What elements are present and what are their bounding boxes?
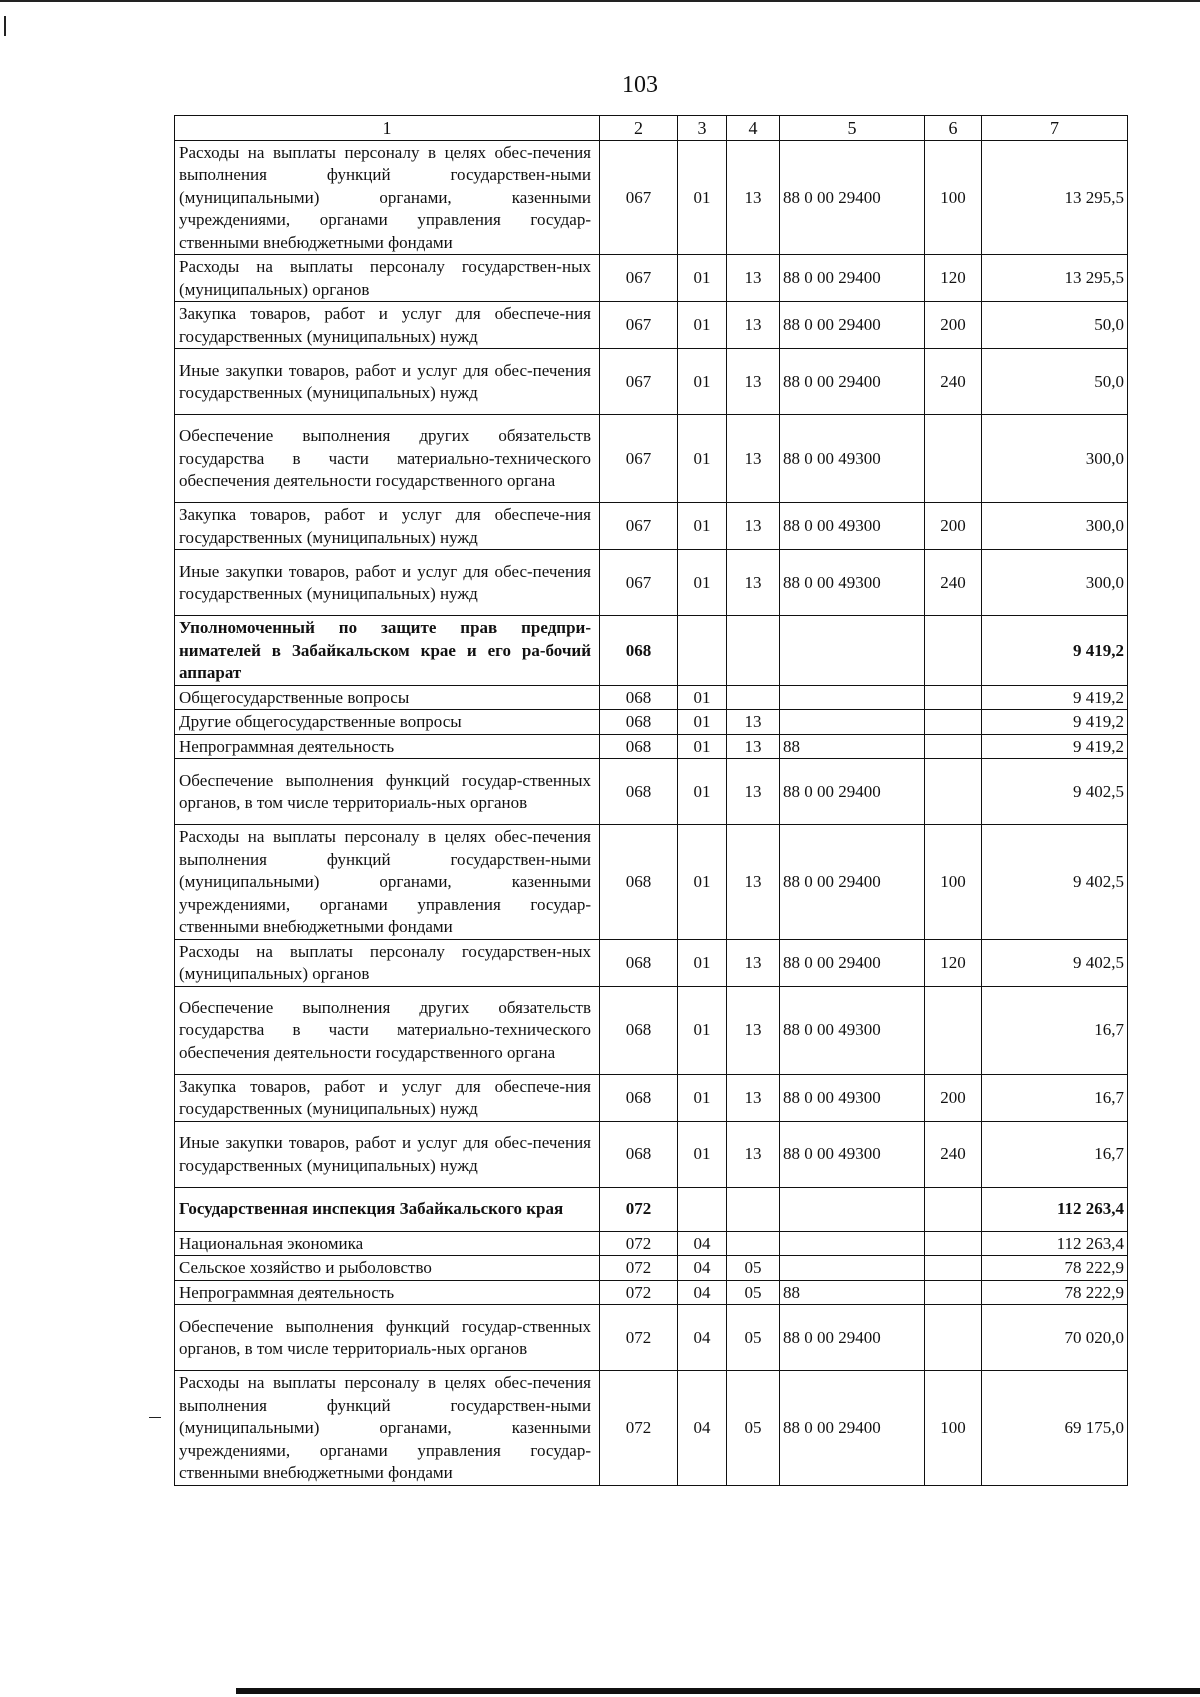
section-code-cell: 01 xyxy=(678,734,727,759)
target-article-cell: 88 0 00 29400 xyxy=(780,1371,925,1486)
row-name-cell: Непрограммная деятельность xyxy=(175,1280,600,1305)
expense-type-cell xyxy=(925,616,982,686)
subsection-code-cell: 13 xyxy=(727,415,780,503)
subsection-code-cell: 05 xyxy=(727,1280,780,1305)
ministry-code-cell: 068 xyxy=(600,616,678,686)
row-name-cell: Расходы на выплаты персоналу в целях обес-печения выполнения функций государствен-ными (муниципальными) органами, казенными учреждениями, органами управления государ-ственными внебюджетными фондами xyxy=(175,825,600,940)
target-article-cell: 88 0 00 29400 xyxy=(780,759,925,825)
section-code-cell: 01 xyxy=(678,939,727,986)
section-code-cell: 01 xyxy=(678,759,727,825)
header-cell: 4 xyxy=(727,116,780,141)
ministry-code-cell: 068 xyxy=(600,986,678,1074)
subsection-code-cell xyxy=(727,1187,780,1231)
ministry-code-cell: 072 xyxy=(600,1305,678,1371)
table-row xyxy=(175,825,1128,940)
expense-type-cell: 100 xyxy=(925,1371,982,1486)
ministry-code-cell: 068 xyxy=(600,710,678,735)
amount-cell: 9 402,5 xyxy=(982,825,1128,940)
scan-bottom-edge xyxy=(236,1688,1200,1694)
header-row xyxy=(175,116,1128,141)
table-row xyxy=(175,1280,1128,1305)
subsection-code-cell: 05 xyxy=(727,1256,780,1281)
ministry-code-cell: 068 xyxy=(600,759,678,825)
row-name-cell: Другие общегосударственные вопросы xyxy=(175,710,600,735)
subsection-code-cell: 13 xyxy=(727,710,780,735)
subsection-code-cell: 13 xyxy=(727,503,780,550)
section-code-cell: 01 xyxy=(678,302,727,349)
ministry-code-cell: 067 xyxy=(600,550,678,616)
table-row xyxy=(175,1074,1128,1121)
header-cell: 7 xyxy=(982,116,1128,141)
table-row xyxy=(175,255,1128,302)
expense-type-cell: 200 xyxy=(925,1074,982,1121)
row-name-cell: Обеспечение выполнения функций государ-ственных органов, в том числе территориаль-ных органов xyxy=(175,759,600,825)
target-article-cell: 88 0 00 49300 xyxy=(780,1074,925,1121)
header-cell: 6 xyxy=(925,116,982,141)
amount-cell: 13 295,5 xyxy=(982,140,1128,255)
row-name-cell: Обеспечение выполнения функций государ-ственных органов, в том числе территориаль-ных органов xyxy=(175,1305,600,1371)
row-name-cell: Иные закупки товаров, работ и услуг для обес-печения государственных (муниципальных) нужд xyxy=(175,349,600,415)
budget-table xyxy=(174,115,1128,1486)
amount-cell: 9 419,2 xyxy=(982,710,1128,735)
expense-type-cell: 100 xyxy=(925,825,982,940)
target-article-cell: 88 0 00 29400 xyxy=(780,140,925,255)
subsection-code-cell: 13 xyxy=(727,759,780,825)
expense-type-cell: 240 xyxy=(925,1121,982,1187)
header-cell: 3 xyxy=(678,116,727,141)
ministry-code-cell: 067 xyxy=(600,255,678,302)
ministry-code-cell: 072 xyxy=(600,1280,678,1305)
row-name-cell: Государственная инспекция Забайкальского края xyxy=(175,1187,600,1231)
scan-top-edge xyxy=(0,0,1200,2)
table-row xyxy=(175,939,1128,986)
amount-cell: 13 295,5 xyxy=(982,255,1128,302)
table-row xyxy=(175,1256,1128,1281)
section-code-cell xyxy=(678,616,727,686)
scan-side-mark xyxy=(149,1417,161,1418)
subsection-code-cell xyxy=(727,616,780,686)
target-article-cell: 88 0 00 29400 xyxy=(780,939,925,986)
row-name-cell: Расходы на выплаты персоналу в целях обес-печения выполнения функций государствен-ными (муниципальными) органами, казенными учреждениями, органами управления государ-ственными внебюджетными фондами xyxy=(175,140,600,255)
ministry-code-cell: 068 xyxy=(600,1121,678,1187)
subsection-code-cell: 13 xyxy=(727,1121,780,1187)
target-article-cell xyxy=(780,685,925,710)
ministry-code-cell: 067 xyxy=(600,503,678,550)
subsection-code-cell: 13 xyxy=(727,140,780,255)
amount-cell: 9 402,5 xyxy=(982,939,1128,986)
target-article-cell: 88 0 00 29400 xyxy=(780,825,925,940)
target-article-cell: 88 0 00 49300 xyxy=(780,1121,925,1187)
table-row xyxy=(175,685,1128,710)
target-article-cell xyxy=(780,1231,925,1256)
ministry-code-cell: 067 xyxy=(600,349,678,415)
amount-cell: 69 175,0 xyxy=(982,1371,1128,1486)
section-code-cell: 04 xyxy=(678,1305,727,1371)
header-cell: 5 xyxy=(780,116,925,141)
subsection-code-cell: 13 xyxy=(727,302,780,349)
amount-cell: 50,0 xyxy=(982,302,1128,349)
amount-cell: 9 419,2 xyxy=(982,734,1128,759)
section-code-cell: 04 xyxy=(678,1280,727,1305)
budget-table-body xyxy=(175,116,1128,1486)
table-row xyxy=(175,415,1128,503)
expense-type-cell xyxy=(925,685,982,710)
row-name-cell: Обеспечение выполнения других обязательств государства в части материально-технического обеспечения деятельности государственного органа xyxy=(175,415,600,503)
table-row xyxy=(175,349,1128,415)
section-code-cell: 01 xyxy=(678,415,727,503)
expense-type-cell xyxy=(925,759,982,825)
expense-type-cell xyxy=(925,415,982,503)
target-article-cell: 88 xyxy=(780,734,925,759)
table-row xyxy=(175,1305,1128,1371)
table-row-section-header xyxy=(175,616,1128,686)
amount-cell: 112 263,4 xyxy=(982,1187,1128,1231)
target-article-cell: 88 0 00 49300 xyxy=(780,415,925,503)
subsection-code-cell: 13 xyxy=(727,939,780,986)
table-row xyxy=(175,140,1128,255)
target-article-cell: 88 xyxy=(780,1280,925,1305)
row-name-cell: Сельское хозяйство и рыболовство xyxy=(175,1256,600,1281)
table-row xyxy=(175,759,1128,825)
subsection-code-cell: 05 xyxy=(727,1305,780,1371)
expense-type-cell: 100 xyxy=(925,140,982,255)
table-row xyxy=(175,503,1128,550)
ministry-code-cell: 068 xyxy=(600,1074,678,1121)
expense-type-cell: 200 xyxy=(925,302,982,349)
row-name-cell: Закупка товаров, работ и услуг для обеспече-ния государственных (муниципальных) нужд xyxy=(175,302,600,349)
row-name-cell: Расходы на выплаты персоналу государствен-ных (муниципальных) органов xyxy=(175,255,600,302)
table-row xyxy=(175,550,1128,616)
header-cell: 2 xyxy=(600,116,678,141)
expense-type-cell xyxy=(925,986,982,1074)
subsection-code-cell: 13 xyxy=(727,986,780,1074)
target-article-cell: 88 0 00 29400 xyxy=(780,302,925,349)
amount-cell: 9 402,5 xyxy=(982,759,1128,825)
subsection-code-cell: 13 xyxy=(727,550,780,616)
amount-cell: 16,7 xyxy=(982,1074,1128,1121)
ministry-code-cell: 068 xyxy=(600,734,678,759)
row-name-cell: Расходы на выплаты персоналу государствен-ных (муниципальных) органов xyxy=(175,939,600,986)
row-name-cell: Закупка товаров, работ и услуг для обеспече-ния государственных (муниципальных) нужд xyxy=(175,503,600,550)
section-code-cell: 01 xyxy=(678,685,727,710)
section-code-cell: 01 xyxy=(678,349,727,415)
subsection-code-cell: 13 xyxy=(727,734,780,759)
target-article-cell: 88 0 00 29400 xyxy=(780,349,925,415)
section-code-cell: 01 xyxy=(678,1074,727,1121)
ministry-code-cell: 067 xyxy=(600,302,678,349)
row-name-cell: Национальная экономика xyxy=(175,1231,600,1256)
target-article-cell: 88 0 00 29400 xyxy=(780,1305,925,1371)
ministry-code-cell: 068 xyxy=(600,685,678,710)
amount-cell: 9 419,2 xyxy=(982,616,1128,686)
table-row xyxy=(175,1371,1128,1486)
section-code-cell: 01 xyxy=(678,710,727,735)
table-row xyxy=(175,710,1128,735)
ministry-code-cell: 067 xyxy=(600,140,678,255)
row-name-cell: Непрограммная деятельность xyxy=(175,734,600,759)
ministry-code-cell: 072 xyxy=(600,1256,678,1281)
expense-type-cell: 240 xyxy=(925,550,982,616)
expense-type-cell xyxy=(925,734,982,759)
expense-type-cell: 240 xyxy=(925,349,982,415)
target-article-cell: 88 0 00 49300 xyxy=(780,550,925,616)
row-name-cell: Обеспечение выполнения других обязательств государства в части материально-технического обеспечения деятельности государственного органа xyxy=(175,986,600,1074)
ministry-code-cell: 072 xyxy=(600,1187,678,1231)
target-article-cell xyxy=(780,616,925,686)
ministry-code-cell: 067 xyxy=(600,415,678,503)
target-article-cell: 88 0 00 49300 xyxy=(780,503,925,550)
row-name-cell: Иные закупки товаров, работ и услуг для обес-печения государственных (муниципальных) нужд xyxy=(175,1121,600,1187)
expense-type-cell xyxy=(925,1231,982,1256)
target-article-cell xyxy=(780,1256,925,1281)
expense-type-cell xyxy=(925,1187,982,1231)
section-code-cell: 01 xyxy=(678,140,727,255)
subsection-code-cell: 13 xyxy=(727,349,780,415)
section-code-cell: 04 xyxy=(678,1371,727,1486)
amount-cell: 70 020,0 xyxy=(982,1305,1128,1371)
row-name-cell: Закупка товаров, работ и услуг для обеспече-ния государственных (муниципальных) нужд xyxy=(175,1074,600,1121)
amount-cell: 300,0 xyxy=(982,503,1128,550)
expense-type-cell: 120 xyxy=(925,939,982,986)
amount-cell: 78 222,9 xyxy=(982,1256,1128,1281)
ministry-code-cell: 068 xyxy=(600,825,678,940)
row-name-cell: Уполномоченный по защите прав предпри-нимателей в Забайкальском крае и его ра-бочий аппарат xyxy=(175,616,600,686)
row-name-cell: Иные закупки товаров, работ и услуг для обес-печения государственных (муниципальных) нужд xyxy=(175,550,600,616)
page-number: 103 xyxy=(622,72,658,98)
table-row xyxy=(175,302,1128,349)
target-article-cell: 88 0 00 49300 xyxy=(780,986,925,1074)
expense-type-cell: 120 xyxy=(925,255,982,302)
table-row-section-header xyxy=(175,1187,1128,1231)
expense-type-cell: 200 xyxy=(925,503,982,550)
row-name-cell: Расходы на выплаты персоналу в целях обес-печения выполнения функций государствен-ными (муниципальными) органами, казенными учреждениями, органами управления государ-ственными внебюджетными фондами xyxy=(175,1371,600,1486)
target-article-cell xyxy=(780,1187,925,1231)
ministry-code-cell: 068 xyxy=(600,939,678,986)
section-code-cell: 01 xyxy=(678,825,727,940)
subsection-code-cell: 13 xyxy=(727,255,780,302)
expense-type-cell xyxy=(925,1280,982,1305)
section-code-cell: 01 xyxy=(678,1121,727,1187)
expense-type-cell xyxy=(925,1305,982,1371)
amount-cell: 112 263,4 xyxy=(982,1231,1128,1256)
section-code-cell: 04 xyxy=(678,1231,727,1256)
header-cell: 1 xyxy=(175,116,600,141)
row-name-cell: Общегосударственные вопросы xyxy=(175,685,600,710)
section-code-cell: 01 xyxy=(678,550,727,616)
subsection-code-cell: 05 xyxy=(727,1371,780,1486)
section-code-cell: 04 xyxy=(678,1256,727,1281)
expense-type-cell xyxy=(925,1256,982,1281)
subsection-code-cell: 13 xyxy=(727,1074,780,1121)
table-row xyxy=(175,1231,1128,1256)
amount-cell: 16,7 xyxy=(982,1121,1128,1187)
amount-cell: 78 222,9 xyxy=(982,1280,1128,1305)
scan-left-mark xyxy=(4,16,6,36)
ministry-code-cell: 072 xyxy=(600,1371,678,1486)
subsection-code-cell: 13 xyxy=(727,825,780,940)
expense-type-cell xyxy=(925,710,982,735)
section-code-cell: 01 xyxy=(678,986,727,1074)
amount-cell: 50,0 xyxy=(982,349,1128,415)
section-code-cell xyxy=(678,1187,727,1231)
table-row xyxy=(175,1121,1128,1187)
section-code-cell: 01 xyxy=(678,503,727,550)
amount-cell: 9 419,2 xyxy=(982,685,1128,710)
amount-cell: 300,0 xyxy=(982,550,1128,616)
ministry-code-cell: 072 xyxy=(600,1231,678,1256)
target-article-cell xyxy=(780,710,925,735)
amount-cell: 300,0 xyxy=(982,415,1128,503)
table-row xyxy=(175,986,1128,1074)
amount-cell: 16,7 xyxy=(982,986,1128,1074)
section-code-cell: 01 xyxy=(678,255,727,302)
subsection-code-cell xyxy=(727,685,780,710)
subsection-code-cell xyxy=(727,1231,780,1256)
target-article-cell: 88 0 00 29400 xyxy=(780,255,925,302)
table-row xyxy=(175,734,1128,759)
